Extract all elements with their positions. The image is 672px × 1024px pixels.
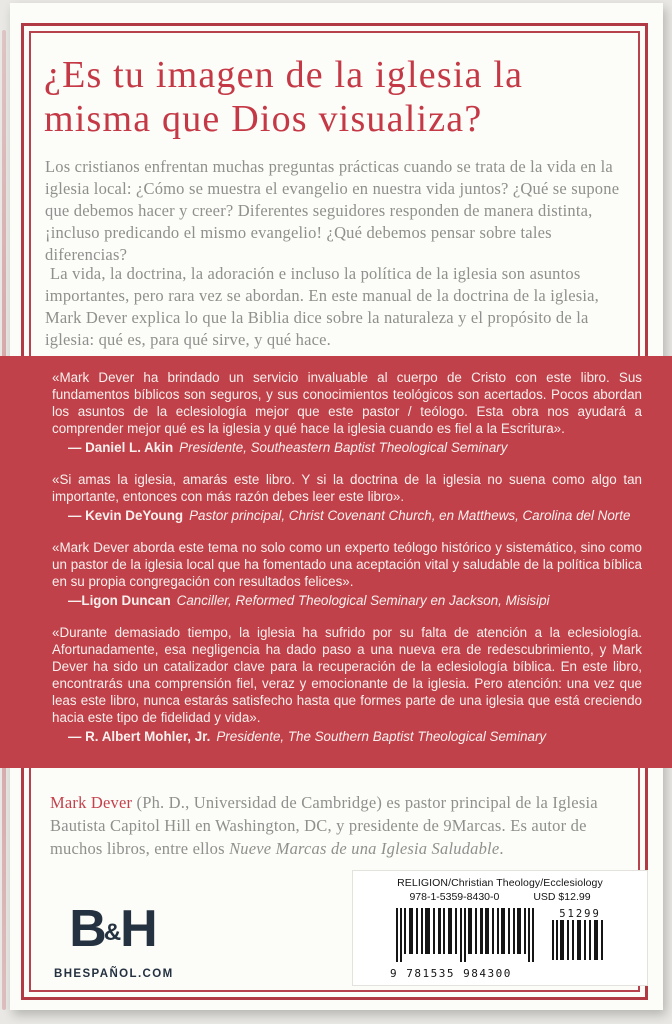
endorser-name: — Daniel L. Akin [68, 440, 174, 455]
endorsement-attribution [52, 592, 642, 609]
cited-book-title: Nueve Marcas de una Iglesia Saludable [229, 839, 500, 858]
endorser-role: Pastor principal, Christ Covenant Church, en Matthews, Carolina del Norte [189, 508, 631, 523]
endorsement-2 [52, 471, 642, 524]
endorsement-4 [52, 624, 642, 745]
endorser-role: Presidente, The Southern Baptist Theological Seminary [216, 729, 547, 744]
endorser-name: — Kevin DeYoung [68, 508, 184, 523]
ean-digits: 9 781535 984300 [390, 967, 512, 980]
endorsement-quote: «Mark Dever aborda este tema no solo como un experto teólogo histórico y sistemático, sino como un pastor de la iglesia local que ha fomentado una aceptación vital y saludable de la política bíblica en su propia congregación con resultados felices». [52, 540, 642, 589]
endorser-role: Presidente, Southeastern Baptist Theological Seminary [179, 440, 508, 455]
supplement-digits: 51299 [559, 908, 601, 920]
endorser-name: —Ligon Duncan [68, 593, 171, 608]
supplement-barcode [552, 920, 608, 960]
endorsements-band [0, 356, 672, 768]
category-label: RELIGION/Christian Theology/Ecclesiology [397, 877, 603, 889]
publisher-website: BHESPAÑOL.COM [54, 968, 174, 980]
endorsement-quote: «Mark Dever ha brindado un servicio invaluable al cuerpo de Cristo con este libro. Sus fundamentos bíblicos son seguros, y sus conocimientos teológicos son acertados. Pocos abordan los asuntos de la eclesiología mejor que este pastor / teólogo. Esta obra nos ayudará a comprender mejor qué es la iglesia y qué hace la iglesia cuando es fiel a la Escritura». [52, 370, 642, 436]
author-name: Mark Dever [50, 793, 133, 812]
bio-text-end: . [499, 839, 504, 858]
endorsement-attribution [52, 728, 642, 745]
endorsement-quote: «Durante demasiado tiempo, la iglesia ha sufrido por su falta de atención a la eclesiología. Afortunadamente, esa negligencia ha dado paso a una nueva era de redescubrimiento, y Mark Dever ha sido un catalizador clave para la recuperación de la eclesiología bíblica. En este libro, encontrarás una comprensión fiel, veraz y emocionante de la iglesia. Pero atención: una vez que leas este libro, nunca estarás satisfecho hasta que formes parte de una iglesia que está creciendo hacia este tipo de fidelidad y vida». [52, 625, 642, 725]
author-bio [50, 791, 638, 860]
bio-text: (Ph. D., Universidad de Cambridge) es pastor principal de la Iglesia Bautista Capitol Hill en Washington, DC, y presidente de 9Marcas. Es autor de muchos libros, entre ellos [50, 793, 598, 858]
ean-barcode [390, 908, 540, 963]
barcode-panel [352, 870, 648, 986]
endorsement-1 [52, 369, 642, 456]
logo-ampersand: & [103, 919, 121, 946]
logo-letter-b: B [69, 900, 104, 958]
endorsement-attribution [52, 507, 642, 524]
isbn-number: 978-1-5359-8430-0 [409, 891, 500, 903]
price-label: USD $12.99 [533, 891, 591, 903]
intro-paragraph-2: La vida, la doctrina, la adoración e incluso la política de la iglesia son asuntos importantes, pero rara vez se abordan. En este manual de la doctrina de la iglesia, Mark Dever explica lo que la Biblia dice sobre la naturaleza y el propósito de la iglesia: qué es, para qué sirve, y qué hace. [45, 264, 600, 349]
publisher-logo-block [54, 900, 174, 980]
intro-paragraph-1: Los cristianos enfrentan muchas preguntas prácticas cuando se trata de la vida en la iglesia local: ¿Cómo se muestra el evangelio en nuestra vida juntos? ¿Qué se supone que debemos hacer y creer? Diferentes seguidores responden de manera distinta, ¡incluso predicando el mismo evangelio! ¿Qué debemos pensar sobre tales diferencias? [45, 157, 620, 264]
headline: ¿Es tu imagen de la iglesia la misma que Dios visualiza? [44, 54, 524, 140]
bh-logo [54, 900, 170, 966]
endorsement-attribution [52, 439, 642, 456]
endorser-role: Canciller, Reformed Theological Seminary en Jackson, Misisipi [176, 593, 550, 608]
endorsement-quote: «Si amas la iglesia, amarás este libro. Y si la doctrina de la iglesia no suena como algo tan importante, entonces con más razón debes leer este libro». [52, 472, 642, 504]
logo-letter-h: H [120, 900, 155, 958]
endorser-name: — R. Albert Mohler, Jr. [68, 729, 211, 744]
endorsement-3 [52, 539, 642, 609]
